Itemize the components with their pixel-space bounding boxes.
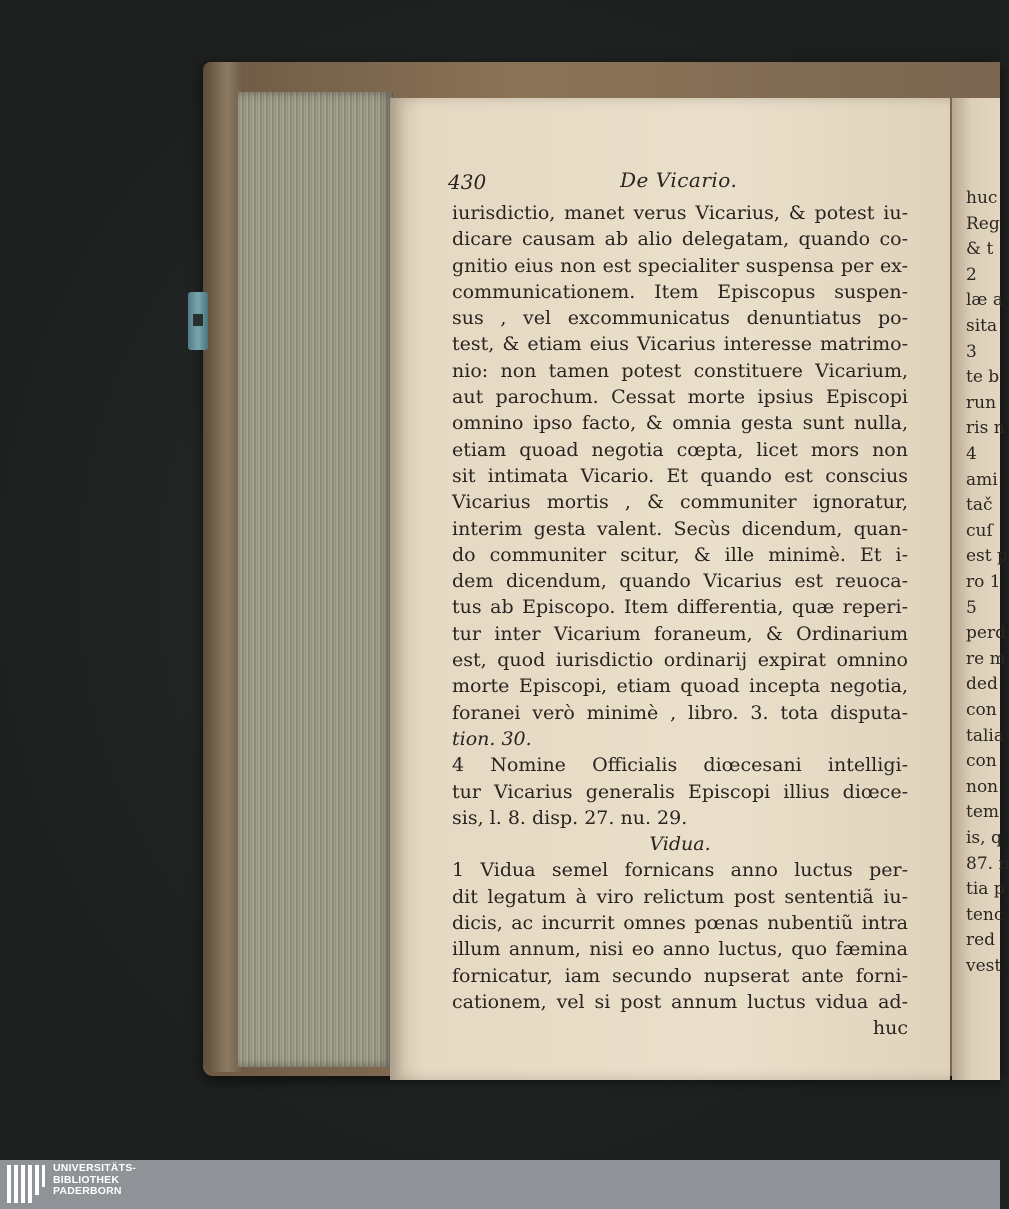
text-line: do communiter scitur, & ille minimè. Et i- xyxy=(452,543,908,566)
text-line: sus , vel excommunicatus denuntiatus po- xyxy=(452,307,908,330)
facing-page-line: læ a xyxy=(966,290,1003,311)
text-line: Vicarius mortis , & communiter ignoratur, xyxy=(452,491,908,514)
text-line: cationem, vel si post annum luctus vidua ad- xyxy=(452,990,908,1013)
facing-page-line: is, q xyxy=(966,828,1002,848)
logo-line-3: PADERBORN xyxy=(53,1185,122,1197)
facing-page-line: con xyxy=(966,751,997,772)
catchword: huc xyxy=(872,1017,908,1040)
section-heading: Vidua. xyxy=(649,833,711,856)
text-line: etiam quoad negotia cœpta, licet mors non xyxy=(452,438,908,461)
text-line: illum annum, nisi eo anno luctus, quo fæmina xyxy=(452,938,908,961)
facing-page-line: tač xyxy=(966,495,993,516)
logo-line-2: BIBLIOTHEK xyxy=(53,1173,120,1186)
facing-page-line: sita xyxy=(966,316,998,336)
text-line: dit legatum à viro relictum post sententiã iu- xyxy=(452,885,908,908)
logo-line-1: UNIVERSITÄTS- xyxy=(53,1162,137,1174)
text-line: sit intimata Vicario. Et quando est conscius xyxy=(452,464,908,487)
facing-page-line: ami xyxy=(966,469,998,490)
text-line: test, & etiam eius Vicarius interesse matrimo- xyxy=(452,333,908,356)
text-line: nio: non tamen potest constituere Vicarium, xyxy=(452,359,908,382)
text-line: tus ab Episcopo. Item differentia, quæ reperi- xyxy=(452,596,908,619)
text-line: 1 Vidua semel fornicans anno luctus per- xyxy=(452,859,908,882)
facing-page-line: & t xyxy=(966,239,994,260)
facing-page-line: est p xyxy=(966,546,1008,567)
text-line: tion. 30. xyxy=(452,727,532,750)
facing-page-line: non xyxy=(966,776,999,797)
text-line: aut parochum. Cessat morte ipsius Episcopi xyxy=(452,386,908,409)
facing-page-line: huc xyxy=(966,188,998,208)
text-line: interim gesta valent. Secùs dicendum, quan- xyxy=(452,517,908,540)
text-line: dicis, ac incurrit omnes pœnas nubentiũ intra xyxy=(452,912,908,935)
facing-page-line: tem xyxy=(966,802,1000,823)
facing-page-line: con xyxy=(966,700,997,720)
facing-page-line: vest xyxy=(966,956,1002,976)
facing-page-line: talia xyxy=(966,725,1004,746)
folio-number: 430 xyxy=(448,170,487,194)
text-line: dicare causam ab alio delegatam, quando co- xyxy=(452,228,908,251)
text-line: tur inter Vicarium foraneum, & Ordinarium xyxy=(452,622,908,645)
facing-page-line: 2 xyxy=(966,264,977,285)
facing-page-line: ro 1 xyxy=(966,572,1001,592)
text-line: iurisdictio, manet verus Vicarius, & potest iu- xyxy=(452,202,908,224)
footer-bar xyxy=(0,1160,1000,1209)
library-logo-icon xyxy=(6,1163,46,1205)
facing-page-line: red xyxy=(966,930,996,951)
text-line: foranei verò minimè , libro. 3. tota disputa- xyxy=(452,701,908,724)
facing-page-line: tia p xyxy=(966,879,1005,900)
facing-page-line: 3 xyxy=(966,341,977,362)
facing-page-line: perd xyxy=(966,623,1006,644)
facing-page-line: cuſ xyxy=(966,520,993,541)
facing-page-line: ded xyxy=(966,674,998,695)
text-line: omnino ipso facto, & omnia gesta sunt nulla, xyxy=(452,412,908,435)
page-text-block xyxy=(452,200,908,1042)
facing-page-line: tenc xyxy=(966,904,1004,925)
facing-page-line: 87. n xyxy=(966,853,1009,874)
text-line: morte Episcopi, etiam quoad incepta negotia, xyxy=(452,675,908,698)
facing-page-line: run xyxy=(966,392,997,413)
text-line: 4 Nomine Officialis diœcesani intelligi- xyxy=(452,754,908,777)
text-line: dem dicendum, quando Vicarius est reuoca- xyxy=(452,570,908,593)
text-line: tur Vicarius generalis Episcopi illius diœce- xyxy=(452,780,908,803)
facing-page-line: ris n xyxy=(966,418,1005,439)
facing-page-line: te b xyxy=(966,367,1000,388)
text-line: fornicatur, iam secundo nupserat ante forni- xyxy=(452,964,908,987)
facing-page-line: 5 xyxy=(966,597,977,618)
library-logo-text xyxy=(53,1163,136,1198)
facing-page-line: re m xyxy=(966,648,1006,669)
text-line: gnitio eius non est specialiter suspensa per ex- xyxy=(452,254,908,277)
text-line: communicationem. Item Episcopus suspen- xyxy=(452,280,908,303)
facing-page-line: Reg xyxy=(966,213,1000,234)
running-head: De Vicario. xyxy=(620,168,738,192)
facing-page-line: 4 xyxy=(966,444,977,464)
text-line: sis, l. 8. disp. 27. nu. 29. xyxy=(452,806,688,829)
text-line: est, quod iurisdictio ordinarij expirat omnino xyxy=(452,649,908,672)
